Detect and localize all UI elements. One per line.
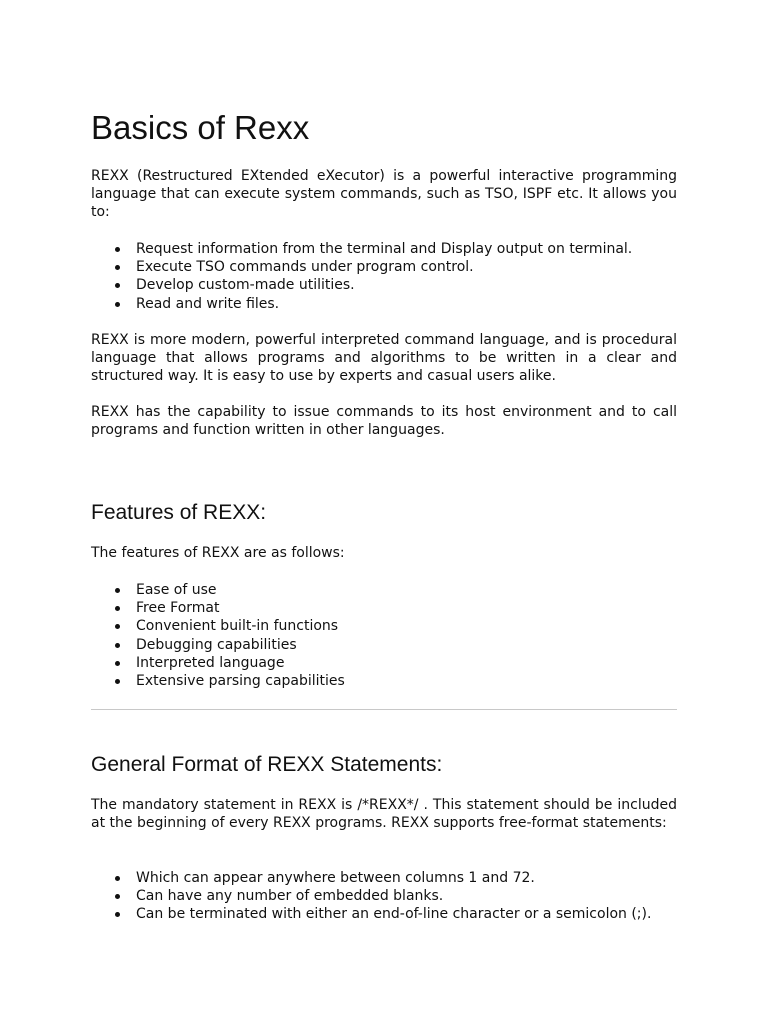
list-item: Request information from the terminal and Display output on terminal.: [91, 240, 677, 258]
features-list: [91, 581, 677, 690]
features-heading: Features of REXX:: [91, 501, 267, 524]
general-format-paragraph: The mandatory statement in REXX is /*REXX*/ . This statement should be included at the beginning of every REXX programs. REXX supports free-format statements:: [91, 797, 677, 832]
list-item: Which can appear anywhere between columns 1 and 72.: [91, 869, 677, 887]
intro-paragraph: REXX (Restructured EXtended eXecutor) is a powerful interactive programming language that can execute system commands, such as TSO, ISPF etc. It allows you to:: [91, 168, 677, 221]
list-item: Convenient built-in functions: [91, 617, 677, 635]
list-item: Develop custom-made utilities.: [91, 276, 677, 294]
list-item: Can be terminated with either an end-of-line character or a semicolon (;).: [91, 905, 677, 923]
list-item: Read and write files.: [91, 295, 677, 313]
host-commands-paragraph: REXX has the capability to issue commands to its host environment and to call programs and function written in other languages.: [91, 404, 677, 439]
list-item: Extensive parsing capabilities: [91, 672, 677, 690]
list-item: Free Format: [91, 599, 677, 617]
general-format-heading: General Format of REXX Statements:: [91, 753, 443, 776]
general-format-list: [91, 869, 677, 924]
list-item: Debugging capabilities: [91, 636, 677, 654]
list-item: Interpreted language: [91, 654, 677, 672]
list-item: Can have any number of embedded blanks.: [91, 887, 677, 905]
modern-language-paragraph: REXX is more modern, powerful interpreted command language, and is procedural language that allows programs and algorithms to be written in a clear and structured way. It is easy to use by experts and casual users alike.: [91, 332, 677, 385]
list-item: Execute TSO commands under program control.: [91, 258, 677, 276]
intro-list: [91, 240, 677, 313]
list-item: Ease of use: [91, 581, 677, 599]
section-divider: [91, 709, 677, 710]
features-intro: The features of REXX are as follows:: [91, 545, 345, 561]
page-title: Basics of Rexx: [91, 109, 310, 146]
